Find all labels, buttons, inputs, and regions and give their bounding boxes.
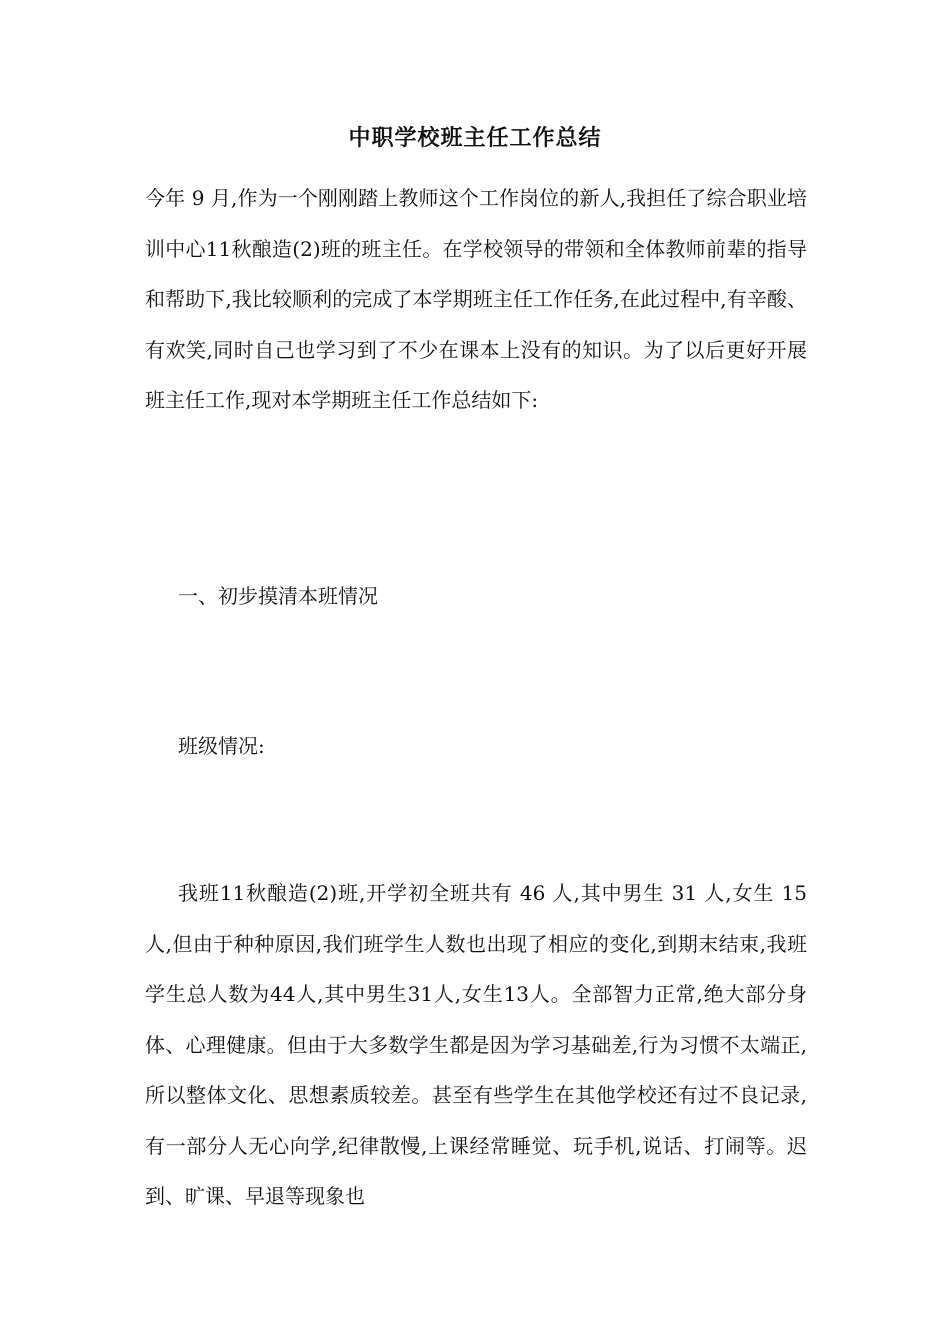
body-paragraph: 我班11秋酿造(2)班,开学初全班共有 46 人,其中男生 31 人,女生 15 人,但由于种种原因,我们班学生人数也出现了相应的变化,到期末结束,我班学生总人数为44人,其中男生31人,女生13人。全部智力正常,绝大部分身体、心理健康。但由于大多数学生都是因为学习基础差,行为习惯不太端正,所以整体文化、思想素质较差。甚至有些学生在其他学校还有过不良记录,有一部分人无心向学,纪律散慢,上课经常睡觉、玩手机,说话、打闹等。迟到、旷课、早退等现象也 [145,881,807,1208]
subsection-heading: 班级情况: [178,734,265,758]
intro-paragraph: 今年 9 月,作为一个刚刚踏上教师这个工作岗位的新人,我担任了综合职业培训中心11秋酿造(2)班的班主任。在学校领导的带领和全体教师前辈的指导和帮助下,我比较顺利的完成了本学期班主任工作任务,在此过程中,有辛酸、有欢笑,同时自己也学习到了不少在课本上没有的知识。为了以后更好开展班主任工作,现对本学期班主任工作总结如下: [145,186,807,412]
document-title: 中职学校班主任工作总结 [348,125,602,151]
section-heading: 一、初步摸清本班情况 [178,584,378,608]
